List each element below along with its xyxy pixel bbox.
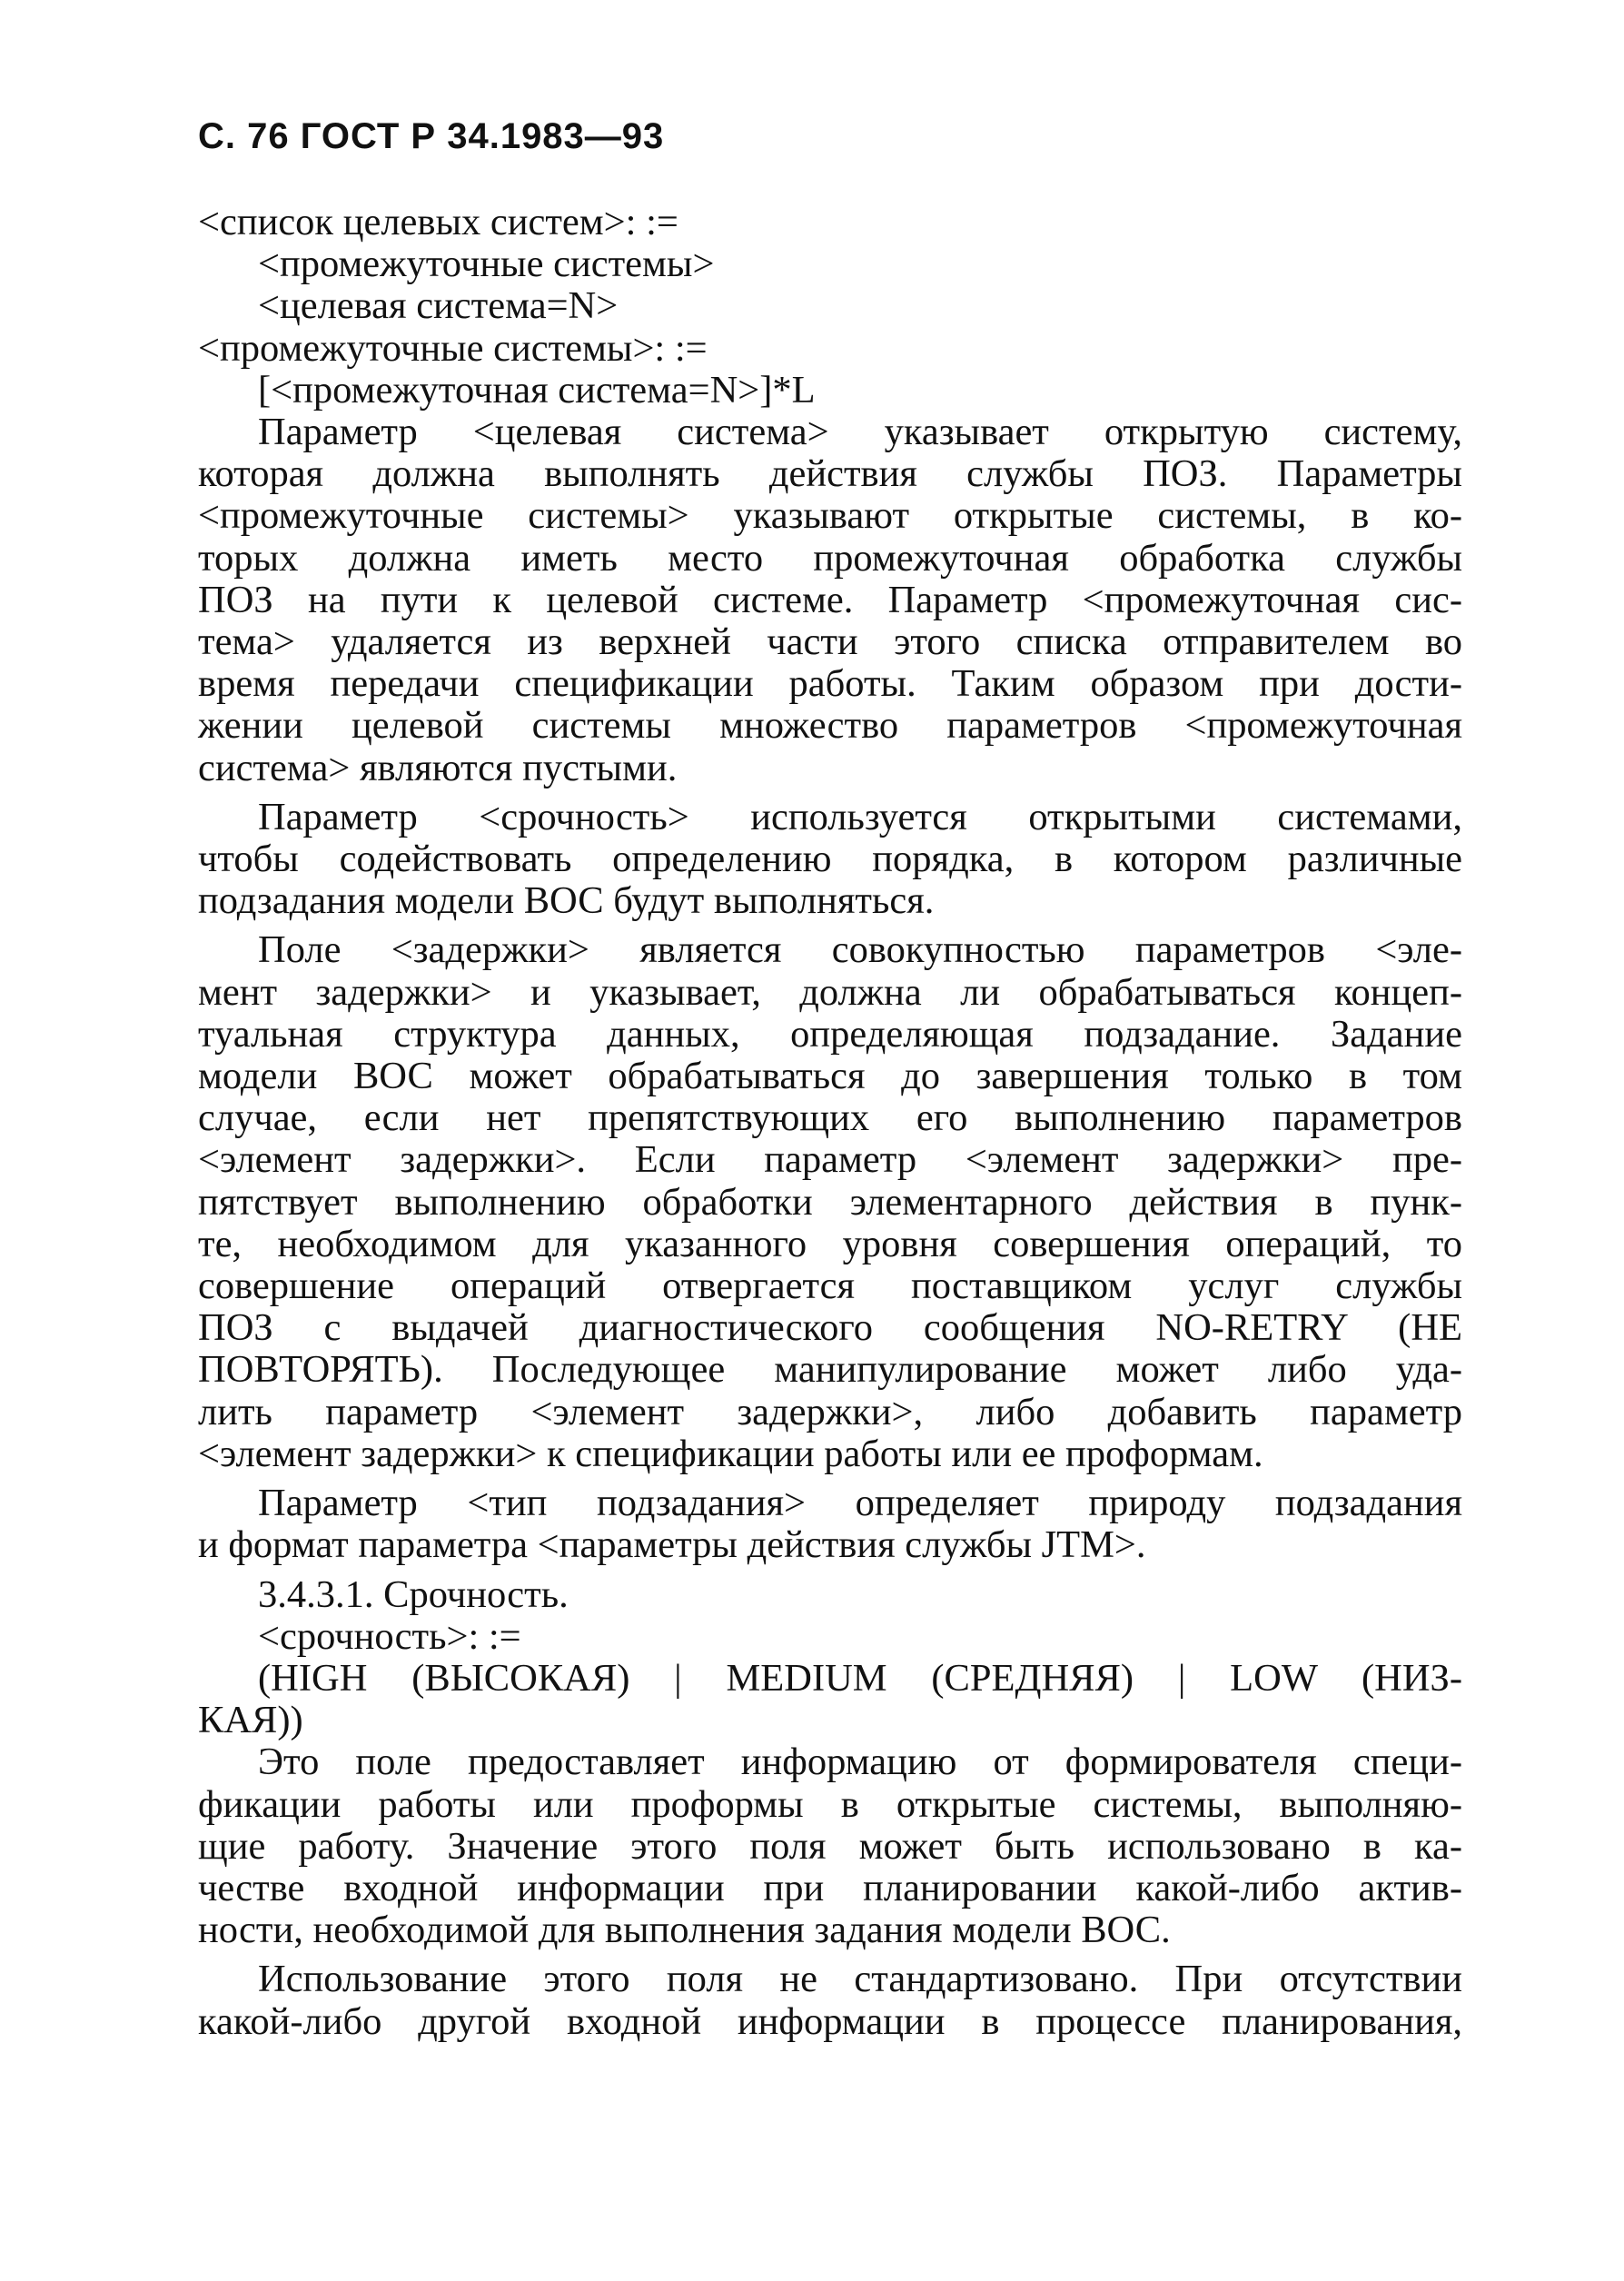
- grammar-line: [<промежуточная система=N>]*L: [258, 368, 816, 412]
- grammar-values-line: КАЯ)): [198, 1699, 303, 1742]
- paragraph-line: модели ВОС может обрабатываться до завершения только в том: [198, 1055, 1462, 1098]
- grammar-line: <целевая система=N>: [258, 284, 619, 328]
- section-title: 3.4.3.1. Срочность.: [258, 1572, 569, 1616]
- paragraph-line: пятствует выполнению обработки элементарного действия в пунк-: [198, 1180, 1462, 1224]
- page-header: С. 76 ГОСТ Р 34.1983—93: [198, 116, 665, 156]
- paragraph-line: <элемент задержки> к спецификации работы или ее проформам.: [198, 1432, 1263, 1475]
- paragraph-line: совершение операций отвергается поставщиком услуг службы: [198, 1264, 1462, 1308]
- paragraph-line: Это поле предоставляет информацию от формирователя специ-: [258, 1741, 1462, 1784]
- paragraph-line: те, необходимом для указанного уровня совершения операций, то: [198, 1222, 1462, 1265]
- paragraph-line: жении целевой системы множество параметров <промежуточная: [198, 704, 1462, 748]
- paragraph-line: и формат параметра <параметры действия службы JTM>.: [198, 1523, 1146, 1567]
- paragraph-line: какой-либо другой входной информации в процессе планирования,: [198, 1999, 1462, 2043]
- paragraph-line: фикации работы или проформы в открытые системы, выполняю-: [198, 1782, 1462, 1826]
- paragraph-line: Использование этого поля не стандартизовано. При отсутствии: [258, 1958, 1462, 2001]
- paragraph-line: щие работу. Значение этого поля может быть использовано в ка-: [198, 1824, 1462, 1868]
- paragraph-line: которая должна выполнять действия службы ПОЗ. Параметры: [198, 452, 1462, 496]
- paragraph-line: время передачи спецификации работы. Таким образом при дости-: [198, 662, 1462, 706]
- paragraph-line: лить параметр <элемент задержки>, либо добавить параметр: [198, 1390, 1462, 1433]
- body-text: [198, 202, 1462, 2043]
- grammar-line: <промежуточные системы>: [258, 243, 715, 286]
- paragraph-line: случае, если нет препятствующих его выполнению параметров: [198, 1096, 1462, 1140]
- paragraph-line: ПОЗ на пути к целевой системе. Параметр <промежуточная сис-: [198, 578, 1462, 621]
- paragraph-line: система> являются пустыми.: [198, 746, 678, 789]
- paragraph-line: Параметр <целевая система> указывает открытую систему,: [258, 411, 1462, 454]
- paragraph-line: Поле <задержки> является совокупностью параметров <эле-: [258, 928, 1462, 972]
- paragraph-line: ности, необходимой для выполнения задания модели ВОС.: [198, 1909, 1171, 1952]
- paragraph-line: мент задержки> и указывает, должна ли обрабатываться концеп-: [198, 970, 1462, 1014]
- grammar-line: <срочность>: :=: [258, 1614, 521, 1658]
- paragraph-line: <элемент задержки>. Если параметр <элемент задержки> пре-: [198, 1138, 1462, 1182]
- grammar-values-line: (HIGH (ВЫСОКАЯ) | MEDIUM (СРЕДНЯЯ) | LOW (НИЗ-: [258, 1656, 1462, 1700]
- paragraph-line: ПОЗ с выдачей диагностического сообщения NO-RETRY (НЕ: [198, 1306, 1462, 1350]
- paragraph-line: честве входной информации при планировании какой-либо актив-: [198, 1866, 1462, 1909]
- paragraph-line: торых должна иметь место промежуточная обработка службы: [198, 536, 1462, 580]
- paragraph-line: туальная структура данных, определяющая подзадание. Задание: [198, 1012, 1462, 1056]
- paragraph-line: тема> удаляется из верхней части этого списка отправителем во: [198, 620, 1462, 664]
- paragraph-line: ПОВТОРЯТЬ). Последующее манипулирование может либо уда-: [198, 1348, 1462, 1392]
- paragraph-line: <промежуточные системы> указывают открытые системы, в ко-: [198, 494, 1462, 538]
- paragraph-line: Параметр <срочность> используется открытыми системами,: [258, 795, 1462, 838]
- grammar-line: <список целевых систем>: :=: [198, 201, 678, 243]
- paragraph-line: чтобы содействовать определению порядка, в котором различные: [198, 838, 1462, 881]
- paragraph-line: Параметр <тип подзадания> определяет природу подзадания: [258, 1482, 1462, 1525]
- grammar-line: <промежуточные системы>: :=: [198, 326, 708, 370]
- paragraph-line: подзадания модели ВОС будут выполняться.: [198, 879, 935, 923]
